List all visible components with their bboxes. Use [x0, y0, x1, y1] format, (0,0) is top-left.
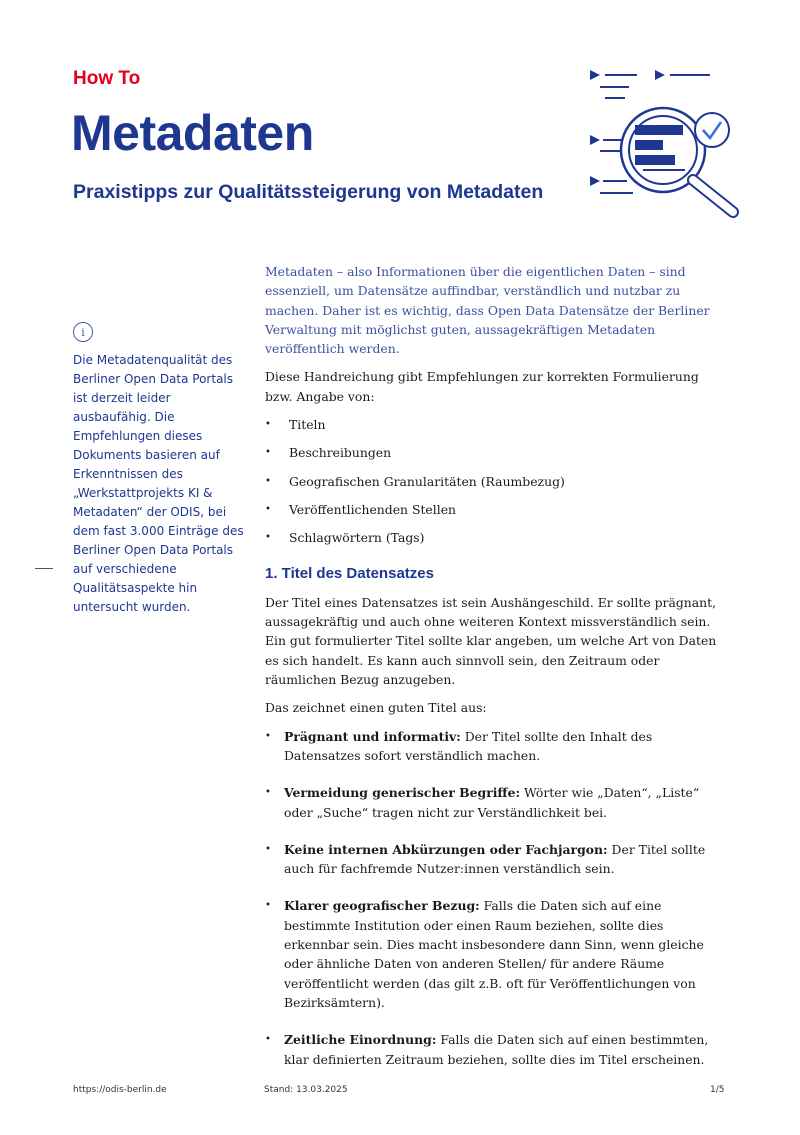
list-item: • Geografischen Granularitäten (Raumbezug): [265, 472, 727, 491]
list-item: [265, 840, 727, 879]
magnifier-document-check-icon: [585, 62, 745, 222]
main-content: [265, 262, 727, 1087]
tip-label: Prägnant und informativ:: [284, 728, 461, 744]
tip-text: Falls die Daten sich auf einen bestimmten, klar definierten Zeitraum beziehen, sollte dies im Titel erscheinen.: [284, 1032, 709, 1067]
tip-text: Falls die Daten sich auf eine bestimmte Institution oder einen Raum beziehen, sollte dies erkennbar sein. Dies macht insbesondere dann Sinn, wenn gleiche oder ähnliche Daten von anderen Stellen/ für andere Räume veröffentlicht werden (das gilt z.B. oft für Veröffentlichungen von Bezirksämtern).: [284, 898, 704, 1010]
tip-text: Der Titel sollte auch für fachfremde Nutzer:innen verständlich sein.: [284, 841, 706, 877]
list-item: [265, 783, 727, 822]
list-item: [265, 1030, 727, 1069]
tip-label: Klarer geografischer Bezug:: [284, 898, 480, 914]
list-item: • Veröffentlichenden Stellen: [265, 500, 727, 519]
list-item: • Schlagwörtern (Tags): [265, 528, 727, 547]
tip-label: Vermeidung generischer Begriffe:: [284, 785, 521, 801]
footer-url[interactable]: https://odis-berlin.de: [73, 1085, 167, 1095]
guide-paragraph: Diese Handreichung gibt Empfehlungen zur korrekten Formulierung bzw. Angabe von:: [265, 369, 699, 404]
sidebar-note-text: Die Metadatenqualität des Berliner Open Data Portals ist derzeit leider ausbaufähig. Die Empfehlungen dieses Dokuments basieren auf Erkenntnissen des „Werkstattprojekts KI & Metadaten“ der ODIS, bei dem fast 3.000 Einträge des Berliner Open Data Portals auf verschiedene Qualitätsaspekte hin untersucht wurden.: [73, 353, 244, 614]
info-icon: i: [73, 322, 93, 342]
topic-list: [265, 415, 727, 547]
tip-label: Keine internen Abkürzungen oder Fachjargon:: [284, 841, 608, 857]
section-heading: 1. Titel des Datensatzes: [265, 564, 434, 582]
divider: [35, 568, 53, 569]
list-item: • Beschreibungen: [265, 443, 727, 462]
page-title: Metadaten: [71, 105, 314, 161]
page-subtitle: Praxistipps zur Qualitätssteigerung von Metadaten: [73, 181, 544, 203]
tip-text: Wörter wie „Daten“, „Liste“ oder „Suche“ tragen nicht zur Verständlichkeit bei.: [284, 785, 700, 820]
section-paragraph: Der Titel eines Datensatzes ist sein Aushängeschild. Er sollte prägnant, aussagekräftig und auch ohne weiteren Kontext missverständlich sein. Ein gut formulierter Titel sollte klar angeben, um welche Art von Daten es sich handelt. Es kann auch sinnvoll sein, den Zeitraum oder räumlichen Bezug anzugeben.: [265, 594, 717, 688]
sidebar-note: [73, 322, 245, 617]
tip-text: Der Titel sollte den Inhalt des Datensatzes sofort verständlich machen.: [284, 728, 653, 763]
list-item: • Titeln: [265, 415, 727, 434]
footer-date: Stand: 13.03.2025: [264, 1085, 348, 1095]
tips-lead: Das zeichnet einen guten Titel aus:: [265, 700, 487, 716]
tip-label: Zeitliche Einordnung:: [284, 1032, 437, 1048]
intro-paragraph: Metadaten – also Informationen über die eigentlichen Daten – sind essenziell, um Datensätze auffindbar, verständlich und nutzbar zu machen. Daher ist es wichtig, dass Open Data Datensätze der Berliner Verwaltung mit möglichst guten, aussagekräftigen Metadaten veröffentlich werden.: [265, 264, 710, 357]
eyebrow-label: How To: [73, 68, 141, 89]
tips-list: [265, 727, 727, 1069]
list-item: [265, 896, 727, 1012]
page-number: 1/5: [710, 1085, 725, 1095]
list-item: [265, 727, 727, 766]
